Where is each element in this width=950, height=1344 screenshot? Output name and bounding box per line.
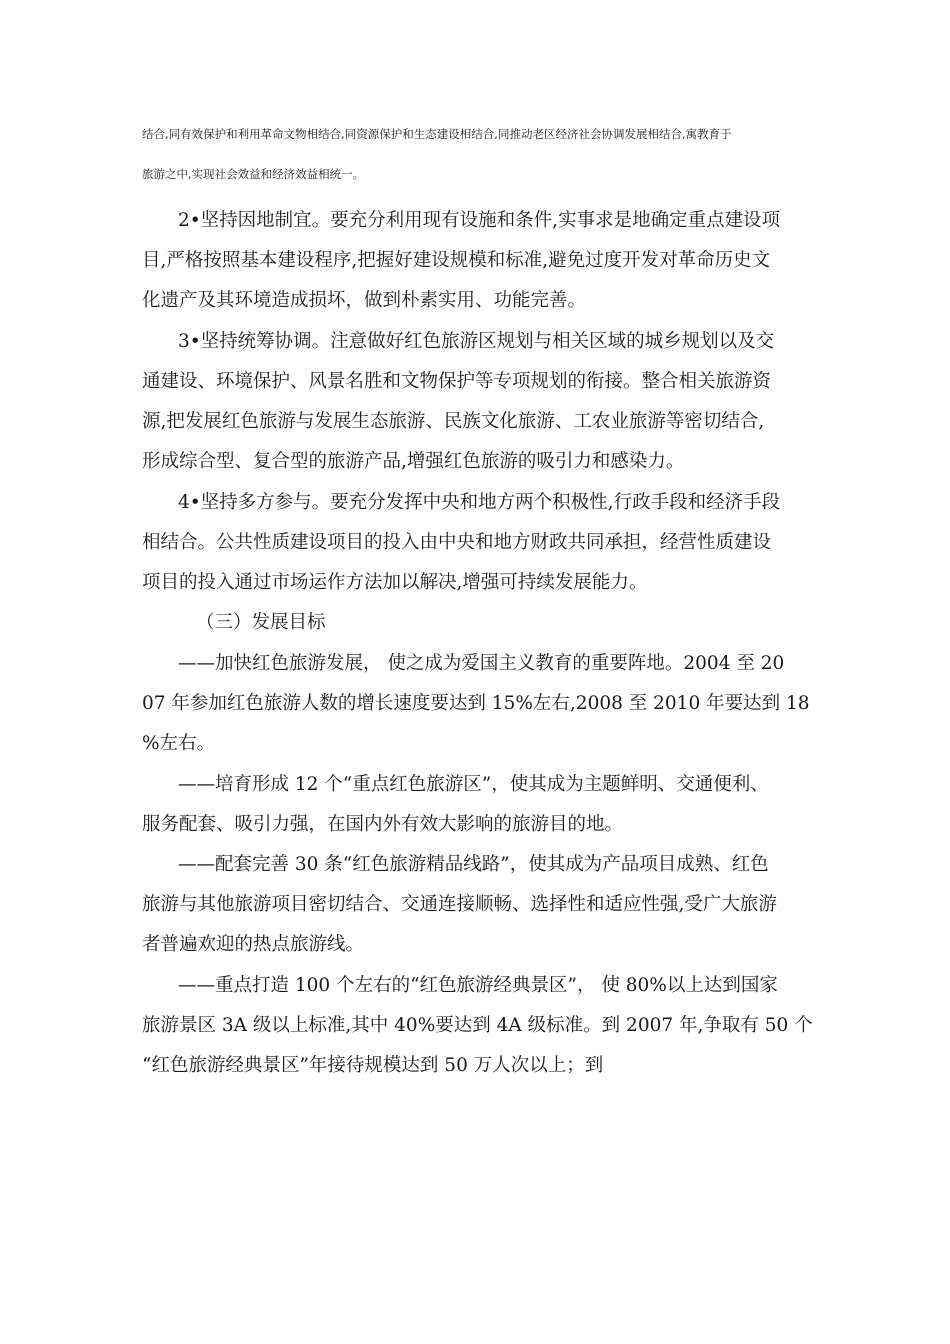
paragraph-line: 目,严格按照基本建设程序,把握好建设规模和标准,避免过度开发对革命历史文 xyxy=(142,250,771,271)
paragraph-line: “红色旅游经典景区”年接待规模达到 50 万人次以上；到 xyxy=(142,1055,604,1076)
paragraph-line: 4•坚持多方参与。要充分发挥中央和地方两个积极性,行政手段和经济手段 xyxy=(178,492,781,513)
paragraph-line: 形成综合型、复合型的旅游产品,增强红色旅游的吸引力和感染力。 xyxy=(142,451,685,472)
paragraph-line: 2•坚持因地制宜。要充分利用现有设施和条件,实事求是地确定重点建设项 xyxy=(178,210,781,231)
paragraph-line: ——培育形成 12 个“重点红色旅游区”，使其成为主题鲜明、交通便利、 xyxy=(178,774,769,795)
paragraph-line: 旅游之中,实现社会效益和经济效益相统一。 xyxy=(142,167,365,181)
paragraph-line: 旅游与其他旅游项目密切结合、交通连接顺畅、选择性和适应性强,受广大旅游 xyxy=(142,894,777,915)
paragraph-line: 相结合。公共性质建设项目的投入由中央和地方财政共同承担，经营性质建设 xyxy=(142,532,772,553)
paragraph-line: ——配套完善 30 条“红色旅游精品线路”，使其成为产品项目成熟、红色 xyxy=(178,854,769,875)
paragraph-line: %左右。 xyxy=(142,733,216,754)
paragraph-line: 07 年参加红色旅游人数的增长速度要达到 15%左右,2008 至 2010 年要达到 18 xyxy=(142,693,810,714)
paragraph-line: 通建设、环境保护、风景名胜和文物保护等专项规划的衔接。整合相关旅游资 xyxy=(142,371,772,392)
paragraph-line: 源,把发展红色旅游与发展生态旅游、民族文化旅游、工农业旅游等密切结合, xyxy=(142,411,765,432)
section-heading: （三）发展目标 xyxy=(196,612,326,633)
paragraph-line: 化遗产及其环境造成损坏，做到朴素实用、功能完善。 xyxy=(142,290,587,311)
paragraph-line: 服务配套、吸引力强，在国内外有效大影响的旅游目的地。 xyxy=(142,814,624,835)
paragraph-line: 3•坚持统筹协调。注意做好红色旅游区规划与相关区域的城乡规划以及交 xyxy=(178,331,775,352)
paragraph-line: ——重点打造 100 个左右的“红色旅游经典景区”， 使 80%以上达到国家 xyxy=(178,975,778,996)
paragraph-line: 项目的投入通过市场运作方法加以解决,增强可持续发展能力。 xyxy=(142,572,648,593)
paragraph-line: 者普遍欢迎的热点旅游线。 xyxy=(142,934,365,955)
paragraph-line: ——加快红色旅游发展， 使之成为爱国主义教育的重要阵地。2004 至 20 xyxy=(178,653,785,674)
paragraph-line: 结合,同有效保护和利用革命文物相结合,同资源保护和生态建设相结合,同推动老区经济社会协调发展相结合,寓教育于 xyxy=(142,127,732,141)
paragraph-line: 旅游景区 3A 级以上标准,其中 40%要达到 4A 级标准。到 2007 年,争取有 50 个 xyxy=(142,1015,813,1036)
